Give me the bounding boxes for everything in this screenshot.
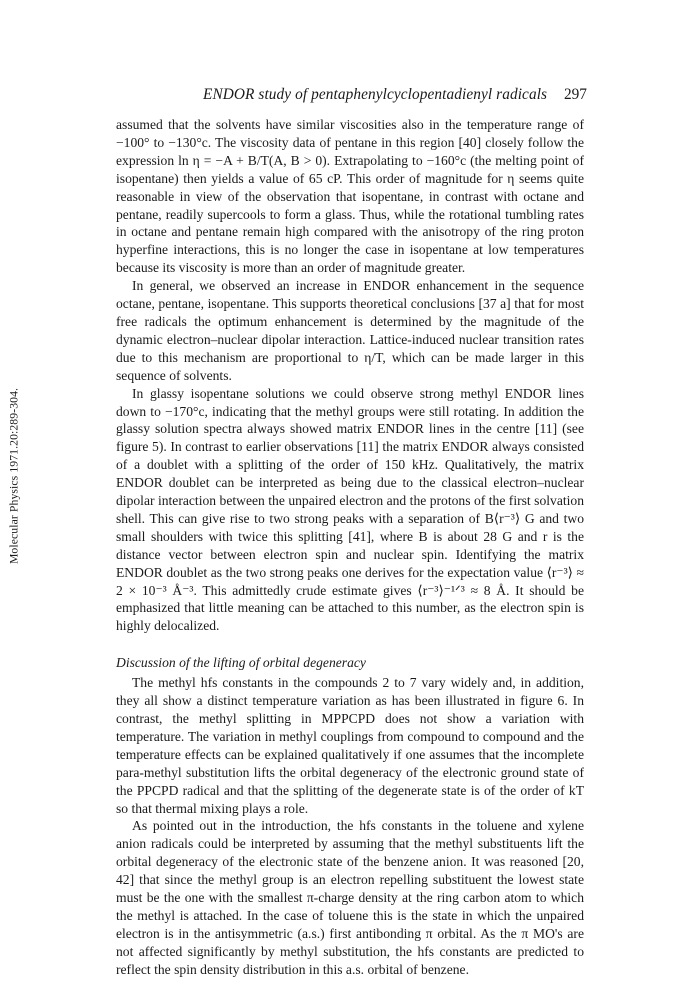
side-note-container	[6, 306, 22, 646]
section-heading: Discussion of the lifting of orbital degeneracy	[116, 655, 366, 671]
running-title: ENDOR study of pentaphenylcyclopentadienyl radicals	[203, 86, 548, 103]
body-text	[116, 116, 584, 979]
paragraph-orbital-degeneracy: As pointed out in the introduction, the hfs constants in the toluene and xylene anion radicals could be interpreted by assuming that the methyl substituents lift the orbital degeneracy of the electronic state of the benzene anion. It was reasoned [20, 42] that since the methyl group is an electron repelling substituent the lowest state must be the one with the smallest π-charge density at the ring carbon atom to which the methyl is attached. In the case of toluene this is the state in which the unpaired electron is in the antisymmetric (a.s.) first antibonding π orbital. As the π MO's are not affected significantly by methyl substitution, the hfs constants are predicted to reflect the spin density distribution in this a.s. orbital of benzene.	[116, 818, 584, 977]
page-number: 297	[564, 86, 587, 103]
side-note-citation: Molecular Physics 1971.20:289-304.	[7, 387, 21, 565]
paragraph-continued: assumed that the solvents have similar viscosities also in the temperature range of −100° to −130°c. The viscosity data of pentane in this region [40] closely follow the expression ln η = −A + B/T(A, B > 0). Extrapolating to −160°c (the melting point of isopentane) then yields a value of 65 cP. This order of magnitude for η seems quite reasonable in view of the observation that isopentane, in contrast with octane and pentane, readily supercools to form a glass. Thus, while the rotational tumbling rates in octane and pentane remain high compared with the anisotropy of the ring proton hyperfine interactions, this is no longer the case in isopentane at low temperatures because its viscosity is more than an order of magnitude greater.	[116, 117, 584, 276]
page-header	[0, 86, 696, 106]
paragraph-methyl-hfs: The methyl hfs constants in the compounds 2 to 7 vary widely and, in addition, they all show a distinct temperature variation as has been illustrated in figure 6. In contrast, the methyl splitting in MPPCPD does not show a variation with temperature. The variation in methyl couplings from compound to compound and the temperature effects can be explained qualitatively if one assumes that the incomplete para-methyl substitution lifts the orbital degeneracy of the electronic ground state of the PPCPD radical and that the splitting of the degenerate state is of the order of kT so that thermal mixing plays a role.	[116, 675, 584, 816]
paragraph-endor-enhancement: In general, we observed an increase in ENDOR enhancement in the sequence octane, pentane, isopentane. This supports theoretical conclusions [37 a] that for most free radicals the optimum enhancement is determined by the magnitude of the dynamic electron–nuclear dipolar interaction. Lattice-induced nuclear transition rates due to this mechanism are proportional to η/T, which can be made larger in this sequence of solvents.	[116, 278, 584, 383]
paragraph-glassy-solutions: In glassy isopentane solutions we could observe strong methyl ENDOR lines down to −170°c, indicating that the methyl groups were still rotating. In addition the glassy solution spectra always showed matrix ENDOR lines in the centre [11] (see figure 5). In contrast to earlier observations [11] the matrix ENDOR always consisted of a doublet with a splitting of the order of 150 kHz. Qualitatively, the matrix ENDOR doublet can be interpreted as being due to the classical electron–nuclear dipolar interaction between the unpaired electron and the protons of the first solvation shell. This can give rise to two strong peaks with a separation of B⟨r⁻³⟩ G and two small shoulders with twice this splitting [41], where B is about 28 G and r is the distance vector between electron spin and nuclear spin. Identifying the matrix ENDOR doublet as the two strong peaks one derives for the expectation value ⟨r⁻³⟩ ≈ 2 × 10⁻³ Å⁻³. This admittedly crude estimate gives ⟨r⁻³⟩⁻¹ᐟ³ ≈ 8 Å. It should be emphasized that little meaning can be attached to this number, as the electron spin is highly delocalized.	[116, 385, 584, 634]
